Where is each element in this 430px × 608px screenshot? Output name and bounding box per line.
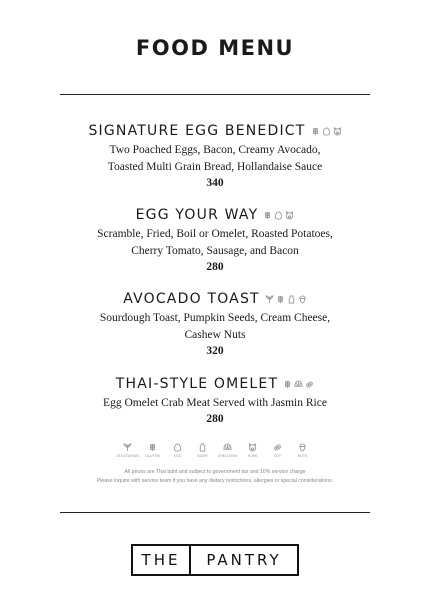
pork-icon — [285, 211, 294, 220]
tax-note: All prices are Thai baht and subject to government tax and 10% service charge — [124, 469, 306, 475]
page-title: FOOD MENU — [135, 36, 295, 60]
item-desc-line: Toasted Multi Grain Bread, Hollandaise Sauce — [107, 161, 323, 173]
gluten-icon — [283, 380, 292, 389]
egg-icon — [173, 443, 182, 452]
legend-item — [243, 443, 263, 458]
legend-item — [143, 443, 163, 458]
item-desc-line: Sourdough Toast, Pumpkin Seeds, Cream Cheese, — [99, 312, 331, 324]
gluten-icon — [276, 295, 285, 304]
legend-label: SOY — [273, 454, 282, 458]
legend-item — [118, 443, 138, 458]
item-name: THAI-STYLE OMELET — [115, 376, 279, 392]
top-divider — [60, 94, 370, 95]
allergen-icons — [283, 380, 314, 389]
allergen-icons — [311, 127, 342, 136]
pork-icon — [333, 127, 342, 136]
dietary-note: Please inquire with service team if you have any dietary restrictions, allergies or special considerations. — [96, 478, 334, 484]
logo-text-left: THE — [141, 551, 181, 569]
vegetarian-icon — [123, 443, 132, 452]
item-price: 280 — [206, 261, 224, 273]
item-description — [0, 310, 430, 344]
dairy-icon — [198, 443, 207, 452]
legend-label: DAIRY — [197, 454, 208, 458]
item-name: SIGNATURE EGG BENEDICT — [88, 123, 306, 139]
item-desc-line: Cashew Nuts — [184, 329, 246, 341]
menu-item — [0, 122, 430, 189]
legend-item — [293, 443, 313, 458]
egg-icon — [322, 127, 331, 136]
item-name-row — [0, 375, 430, 393]
item-price: 340 — [206, 177, 224, 189]
item-name: AVOCADO TOAST — [123, 291, 260, 307]
legend-item — [168, 443, 188, 458]
item-name-row — [0, 206, 430, 224]
logo-text-right: PANTRY — [206, 551, 282, 569]
shellfish-icon — [223, 443, 232, 452]
pork-icon — [248, 443, 257, 452]
legend-label: EGG — [173, 454, 182, 458]
item-name-row — [0, 122, 430, 140]
nuts-icon — [298, 443, 307, 452]
legend-label: NUTS — [297, 454, 308, 458]
soy-icon — [273, 443, 282, 452]
item-name: EGG YOUR WAY — [135, 207, 259, 223]
egg-icon — [274, 211, 283, 220]
footnotes — [0, 468, 430, 486]
item-desc-line: Two Poached Eggs, Bacon, Creamy Avocado, — [109, 144, 321, 156]
item-desc-line: Scramble, Fried, Boil or Omelet, Roasted Potatoes, — [97, 228, 333, 240]
vegetarian-icon — [265, 295, 274, 304]
item-price: 280 — [206, 413, 224, 425]
legend-label: SHELLFISH — [217, 454, 238, 458]
dairy-icon — [287, 295, 296, 304]
brand-logo — [131, 544, 299, 576]
nuts-icon — [298, 295, 307, 304]
legend-item — [193, 443, 213, 458]
allergen-icons — [265, 295, 307, 304]
menu-item — [0, 375, 430, 425]
bottom-divider — [60, 512, 370, 513]
item-description — [0, 142, 430, 176]
legend-item — [218, 443, 238, 458]
legend-item — [268, 443, 288, 458]
allergen-icons — [263, 211, 294, 220]
gluten-icon — [263, 211, 272, 220]
item-desc-line: Egg Omelet Crab Meat Served with Jasmin Rice — [103, 397, 327, 409]
item-price: 320 — [206, 345, 224, 357]
item-description — [0, 395, 430, 412]
legend-label: VEGETARIAN — [116, 454, 139, 458]
allergen-legend — [0, 443, 430, 458]
legend-label: PORK — [247, 454, 258, 458]
item-name-row — [0, 290, 430, 308]
shellfish-icon — [294, 380, 303, 389]
soy-icon — [305, 380, 314, 389]
item-desc-line: Cherry Tomato, Sausage, and Bacon — [131, 245, 299, 257]
gluten-icon — [311, 127, 320, 136]
menu-item — [0, 206, 430, 273]
legend-label: GLUTEN — [145, 454, 160, 458]
menu-item — [0, 290, 430, 357]
gluten-icon — [148, 443, 157, 452]
item-description — [0, 226, 430, 260]
